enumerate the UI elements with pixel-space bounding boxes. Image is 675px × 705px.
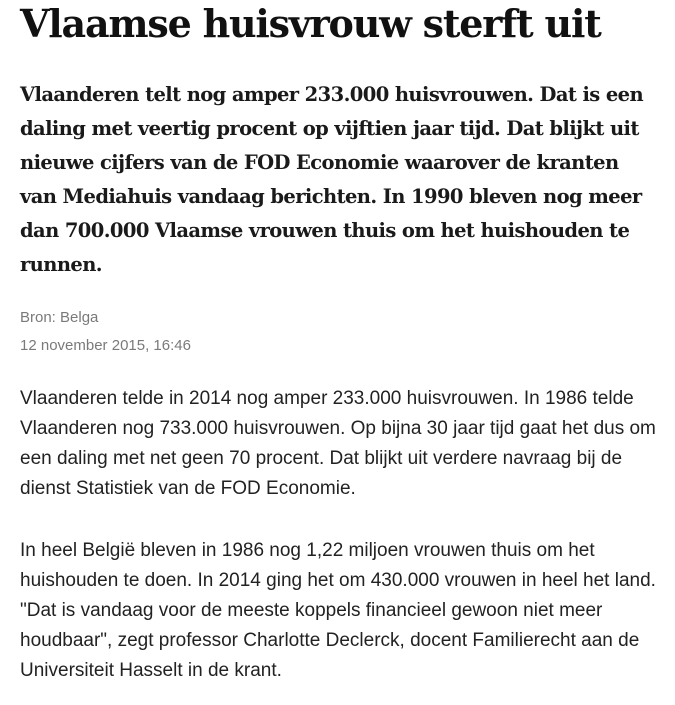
article-paragraph: In heel België bleven in 1986 nog 1,22 miljoen vrouwen thuis om het huishouden te doen. In 2014 ging het om 430.000 vrouwen in heel het land. "Dat is vandaag voor de meeste koppels financieel gewoon niet meer houdbaar", zegt professor Charlotte Declerck, docent Familierecht aan de Universiteit Hasselt in de krant. [20,540,656,681]
article-date: 12 november 2015, 16:46 [20,337,191,354]
article-lead: Vlaanderen telt nog amper 233.000 huisvrouwen. Dat is een daling met veertig procent op vijftien jaar tijd. Dat blijkt uit nieuwe cijfers van de FOD Economie waarover de kranten van Mediahuis vandaag berichten. In 1990 bleven nog meer dan 700.000 Vlaamse vrouwen thuis om het huishouden te runnen. [20,83,644,276]
article-source: Bron: Belga [20,309,99,326]
article-headline: Vlaamse huisvrouw sterft uit [20,1,601,46]
article-paragraph: Vlaanderen telde in 2014 nog amper 233.000 huisvrouwen. In 1986 telde Vlaanderen nog 733.000 huisvrouwen. Op bijna 30 jaar tijd gaat het dus om een daling met net geen 70 procent. Dat blijkt uit verdere navraag bij de dienst Statistiek van de FOD Economie. [20,388,656,499]
